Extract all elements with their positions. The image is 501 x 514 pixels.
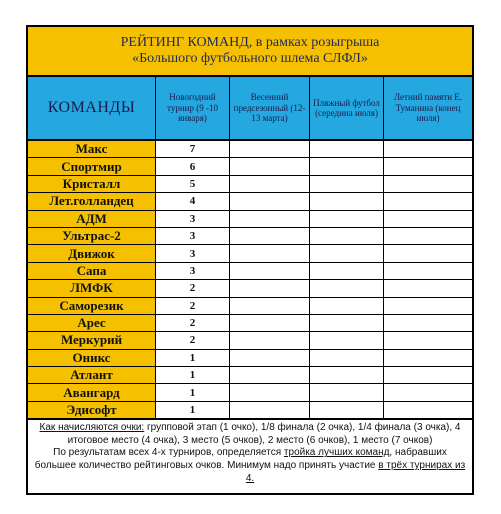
points-tournament-1: 3 xyxy=(156,245,230,261)
points-tournament-1: 1 xyxy=(156,367,230,383)
table-row xyxy=(28,402,472,420)
table-row xyxy=(28,298,472,315)
header-tournament-1: Новогодний турнир (9 -10 января) xyxy=(156,77,230,139)
points-tournament-3 xyxy=(310,176,384,192)
team-name: Эдисофт xyxy=(28,402,156,418)
team-name: Саморезик xyxy=(28,298,156,314)
header-tournament-3: Пляжный футбол (середина июля) xyxy=(310,77,384,139)
points-tournament-3 xyxy=(310,298,384,314)
points-tournament-1: 3 xyxy=(156,211,230,227)
points-tournament-4 xyxy=(384,350,472,366)
team-name: Ультрас-2 xyxy=(28,228,156,244)
team-name: Арес xyxy=(28,315,156,331)
team-name: Кристалл xyxy=(28,176,156,192)
points-tournament-4 xyxy=(384,402,472,418)
points-tournament-2 xyxy=(230,402,310,418)
points-tournament-4 xyxy=(384,332,472,348)
title-line-2: «Большого футбольного шлема СЛФЛ» xyxy=(132,51,368,66)
header-tournament-4: Летний памяти Е. Туманина (конец июля) xyxy=(384,77,472,139)
points-tournament-3 xyxy=(310,350,384,366)
points-tournament-1: 2 xyxy=(156,298,230,314)
points-tournament-4 xyxy=(384,367,472,383)
points-tournament-2 xyxy=(230,263,310,279)
points-tournament-1: 2 xyxy=(156,332,230,348)
points-tournament-3 xyxy=(310,280,384,296)
points-tournament-4 xyxy=(384,141,472,157)
table-row xyxy=(28,193,472,210)
points-tournament-1: 1 xyxy=(156,350,230,366)
points-tournament-1: 2 xyxy=(156,315,230,331)
points-tournament-1: 2 xyxy=(156,280,230,296)
points-tournament-4 xyxy=(384,193,472,209)
points-tournament-2 xyxy=(230,315,310,331)
points-tournament-3 xyxy=(310,193,384,209)
points-tournament-1: 1 xyxy=(156,384,230,400)
table-row xyxy=(28,350,472,367)
points-tournament-4 xyxy=(384,158,472,174)
table-row xyxy=(28,367,472,384)
points-tournament-3 xyxy=(310,263,384,279)
points-tournament-1: 5 xyxy=(156,176,230,192)
points-tournament-4 xyxy=(384,211,472,227)
points-tournament-2 xyxy=(230,367,310,383)
team-name: Сапа xyxy=(28,263,156,279)
points-tournament-1: 7 xyxy=(156,141,230,157)
table-row xyxy=(28,332,472,349)
team-name: Лет.голландец xyxy=(28,193,156,209)
points-tournament-3 xyxy=(310,158,384,174)
team-name: Оникс xyxy=(28,350,156,366)
team-name: Авангард xyxy=(28,384,156,400)
points-tournament-4 xyxy=(384,315,472,331)
points-tournament-2 xyxy=(230,141,310,157)
points-tournament-3 xyxy=(310,141,384,157)
table-row xyxy=(28,211,472,228)
points-tournament-2 xyxy=(230,228,310,244)
scoring-notes xyxy=(28,420,472,485)
table-row xyxy=(28,280,472,297)
table-row xyxy=(28,315,472,332)
table-row xyxy=(28,176,472,193)
qualification-text-b: , набравших большее количество рейтинговых очков. Минимум надо принять участие xyxy=(34,447,447,472)
points-tournament-3 xyxy=(310,367,384,383)
table-body xyxy=(28,141,472,420)
points-tournament-2 xyxy=(230,193,310,209)
points-tournament-2 xyxy=(230,350,310,366)
points-tournament-2 xyxy=(230,280,310,296)
points-tournament-4 xyxy=(384,298,472,314)
points-tournament-3 xyxy=(310,402,384,418)
points-tournament-2 xyxy=(230,211,310,227)
qualification-highlight-2: в трёх турнирах из 4. xyxy=(245,460,466,484)
qualification-text-a: По результатам всех 4-х турниров, определяется xyxy=(53,447,284,459)
points-tournament-4 xyxy=(384,245,472,261)
scoring-rules xyxy=(34,422,466,447)
header-tournament-2: Весенний предсезонный (12-13 марта) xyxy=(230,77,310,139)
points-tournament-1: 4 xyxy=(156,193,230,209)
table-row xyxy=(28,228,472,245)
points-tournament-2 xyxy=(230,298,310,314)
table-title xyxy=(28,27,472,77)
points-tournament-4 xyxy=(384,384,472,400)
table-row xyxy=(28,141,472,158)
team-name: Движок xyxy=(28,245,156,261)
table-row xyxy=(28,384,472,401)
points-tournament-4 xyxy=(384,263,472,279)
points-tournament-2 xyxy=(230,384,310,400)
header-teams: КОМАНДЫ xyxy=(28,77,156,139)
points-tournament-2 xyxy=(230,176,310,192)
team-name: Меркурий xyxy=(28,332,156,348)
points-tournament-2 xyxy=(230,332,310,348)
points-tournament-2 xyxy=(230,158,310,174)
scoring-label: Как начисляются очки: xyxy=(39,422,145,434)
table-row xyxy=(28,245,472,262)
points-tournament-1: 3 xyxy=(156,228,230,244)
qualification-highlight-1: тройка лучших команд xyxy=(283,447,390,459)
points-tournament-1: 1 xyxy=(156,402,230,418)
points-tournament-3 xyxy=(310,228,384,244)
points-tournament-3 xyxy=(310,384,384,400)
rating-table xyxy=(26,25,474,495)
table-header xyxy=(28,77,472,141)
team-name: Спортмир xyxy=(28,158,156,174)
points-tournament-3 xyxy=(310,315,384,331)
team-name: Макс xyxy=(28,141,156,157)
points-tournament-4 xyxy=(384,228,472,244)
points-tournament-4 xyxy=(384,280,472,296)
title-line-1: РЕЙТИНГ КОМАНД, в рамках розыгрыша xyxy=(120,35,380,50)
scoring-text: групповой этап (1 очко), 1/8 финала (2 очка), 1/4 финала (3 очка), 4 итоговое место (4 очка), 3 место (5 очков), 2 место (6 очков), 1 место (7 очков) xyxy=(67,422,461,446)
team-name: Атлант xyxy=(28,367,156,383)
points-tournament-1: 3 xyxy=(156,263,230,279)
points-tournament-3 xyxy=(310,211,384,227)
table-row xyxy=(28,263,472,280)
table-row xyxy=(28,158,472,175)
team-name: ЛМФК xyxy=(28,280,156,296)
points-tournament-1: 6 xyxy=(156,158,230,174)
qualification-rules xyxy=(34,447,466,485)
points-tournament-2 xyxy=(230,245,310,261)
points-tournament-3 xyxy=(310,332,384,348)
team-name: АДМ xyxy=(28,211,156,227)
points-tournament-4 xyxy=(384,176,472,192)
points-tournament-3 xyxy=(310,245,384,261)
